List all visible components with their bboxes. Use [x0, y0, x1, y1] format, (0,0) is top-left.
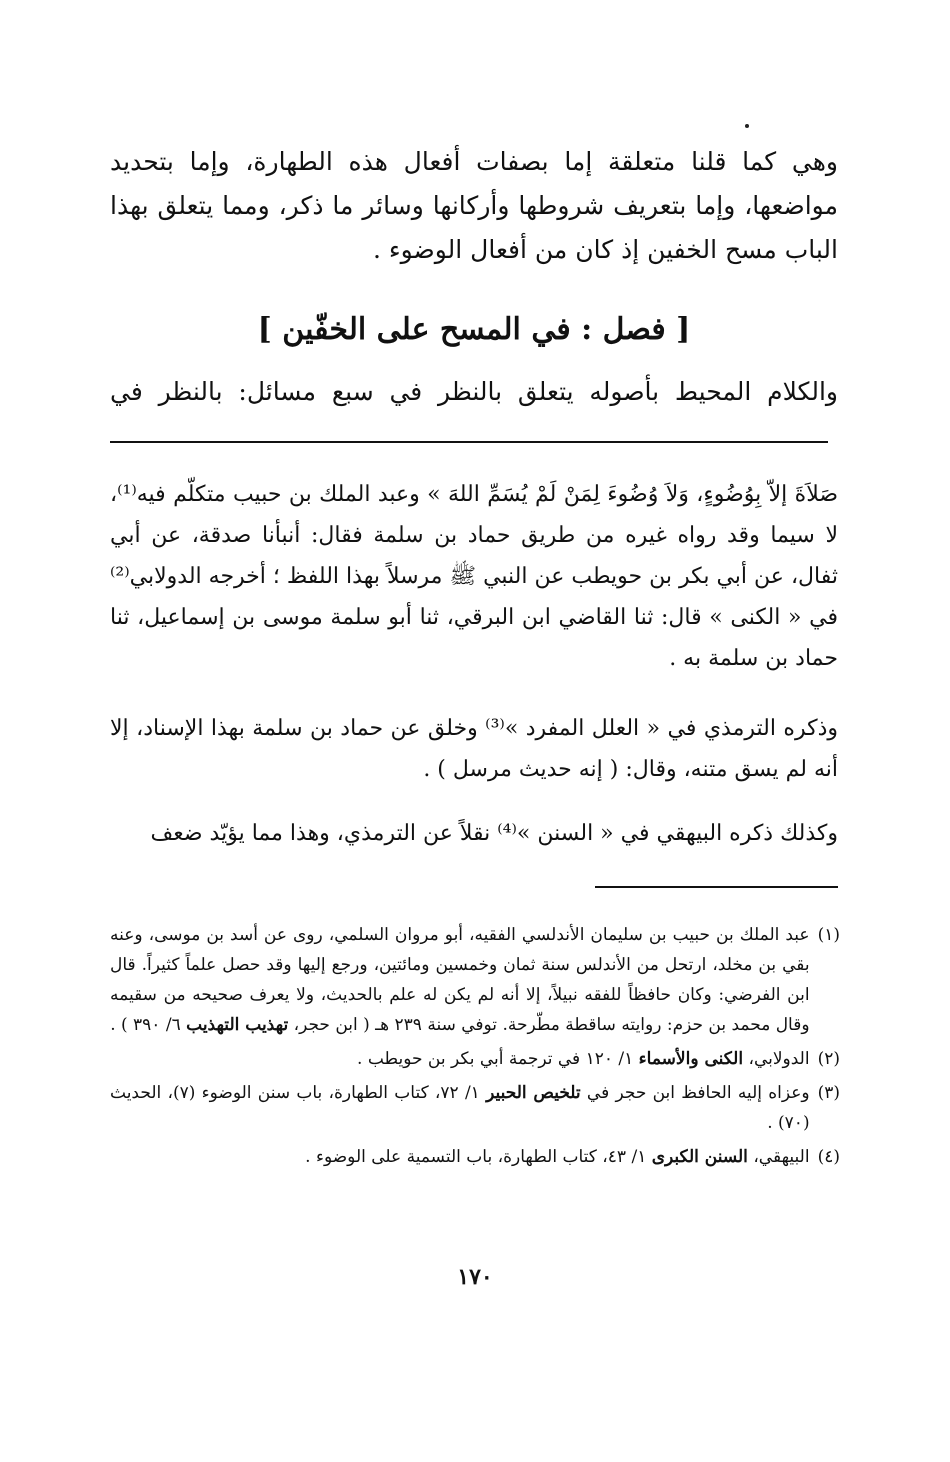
footnote-number: (٤) [817, 1147, 840, 1167]
speck-mark [745, 124, 749, 128]
footnote-number: (١) [817, 925, 840, 945]
footnote-text: الدولابي، الكنى والأسماء ١/ ١٢٠ في ترجمة أبي بكر بن حويطب . [357, 1049, 810, 1069]
footnote-number: (٢) [817, 1049, 840, 1069]
main-separator-rule [110, 441, 828, 443]
footnote-text: وعزاه إليه الحافظ ابن حجر في تلخيص الحبير ١/ ٧٢، كتاب الطهارة، باب سنن الوضوء (٧)، الحديث (٧٠) . [110, 1083, 810, 1133]
footnotes-list [110, 920, 840, 1176]
continuation-paragraph-1: صَلاَةَ إلاّ بِوُضُوءٍ، وَلاَ وُضُوءَ لِمَنْ لَمْ يُسَمِّ اللهَ » وعبد الملك بن حبيب متكلّم فيه⁽¹⁾، لا سيما وقد رواه غيره من طريق حماد بن سلمة فقال: أنبأنا صدقة، عن أبي ثفال، عن أبي بكر بن حويطب عن النبي ﷺ مرسلاً بهذا اللفظ ؛ أخرجه الدولابي⁽²⁾ في « الكنى » قال: ثنا القاضي ابن البرقي، ثنا أبو سلمة موسى بن إسماعيل، ثنا حماد بن سلمة به . [110, 482, 838, 671]
footnote-text: البيهقي، السنن الكبرى ١/ ٤٣، كتاب الطهارة، باب التسمية على الوضوء . [305, 1147, 810, 1167]
footnote-2 [110, 1044, 840, 1074]
footnote-4 [110, 1142, 840, 1172]
section-heading: [ فصل : في المسح على الخفّين ] [257, 312, 691, 347]
continuation-paragraph-3: وكذلك ذكره البيهقي في « السنن »⁽⁴⁾ نقلاً عن الترمذي، وهذا مما يؤيّد ضعف [150, 821, 838, 846]
intro-paragraph: وهي كما قلنا متعلقة إما بصفات أفعال هذه الطهارة، وإما بتحديد مواضعها، وإما بتعريف شروطها وأركانها وسائر ما ذكر، ومما يتعلق بهذا الباب مسح الخفين إذ كان من أفعال الوضوء . [110, 147, 838, 264]
footnote-number: (٣) [817, 1083, 840, 1103]
footnote-separator-rule [595, 886, 838, 888]
footnote-text: عبد الملك بن حبيب بن سليمان الأندلسي الفقيه، أبو مروان السلمي، روى عن أسد بن موسى، وعنه بقي بن مخلد، ارتحل من الأندلس سنة ثمان وخمسين ومائتين، ورجع إليها وقد حصل علماً كثيراً. قال ابن الفرضي: وكان حافظاً للفقه نبيلاً، إلا أنه لم يكن له علم بالحديث، ولا يعرف صحيحه من سقيمه وقال محمد بن حزم: روايته ساقطة مطّرحة. توفي سنة ٢٣٩ هـ ( ابن حجر، تهذيب التهذيب ٦/ ٣٩٠ ) . [110, 925, 810, 1035]
footnote-1 [110, 920, 840, 1040]
heading-following-line: والكلام المحيط بأصوله يتعلق بالنظر في سبع مسائل: بالنظر في [110, 377, 838, 406]
page-number: ١٧٠ [457, 1264, 493, 1290]
continuation-paragraph-2: وذكره الترمذي في « العلل المفرد »⁽³⁾ وخلق عن حماد بن سلمة بهذا الإسناد، إلا أنه لم يسق متنه، وقال: ( إنه حديث مرسل ) . [110, 716, 838, 782]
footnote-3 [110, 1078, 840, 1138]
